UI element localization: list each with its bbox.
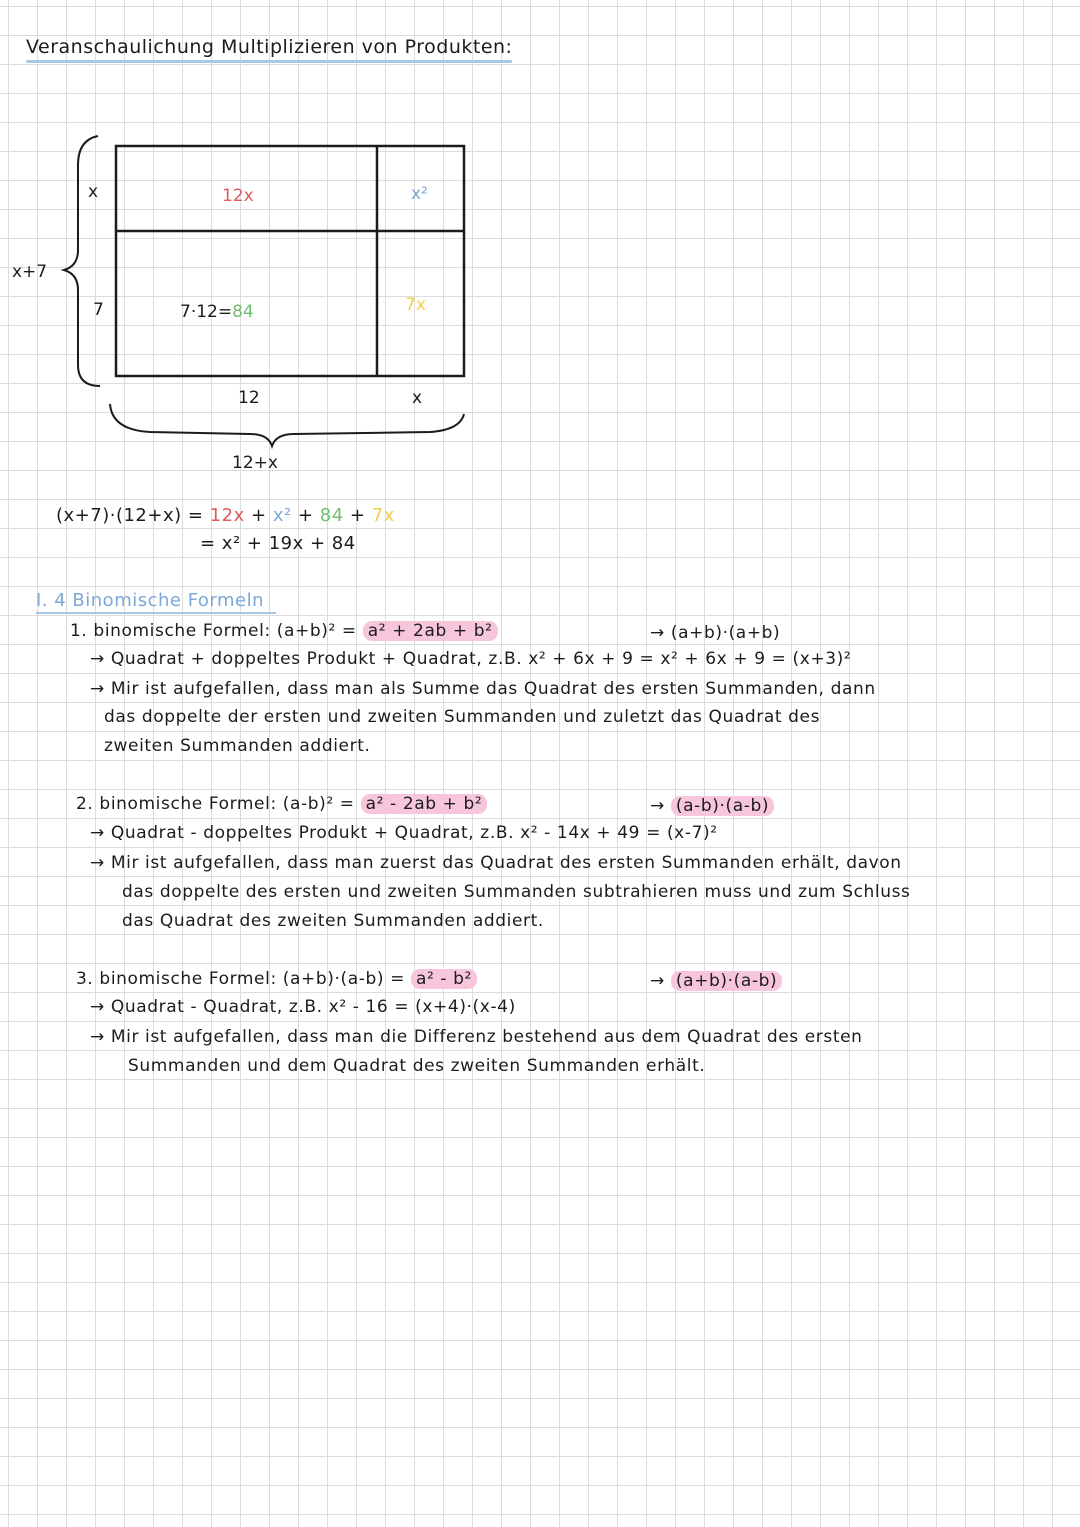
- formula3-line3: Summanden und dem Quadrat des zweiten Summanden erhält.: [128, 1056, 706, 1076]
- cell-x-squared: x²: [411, 184, 428, 204]
- equation-plus-2: +: [297, 505, 314, 526]
- formula2-product-arrow: →: [650, 796, 671, 816]
- term-7x: 7x: [371, 505, 395, 526]
- equation-line-2: = x² + 19x + 84: [200, 533, 356, 554]
- formula2-highlight: a² - 2ab + b²: [361, 794, 488, 814]
- formula1-heading: [70, 621, 498, 641]
- formula1-line1: → Quadrat + doppeltes Produkt + Quadrat, z.B. x² + 6x + 9 = x² + 6x + 9 = (x+3)²: [90, 649, 852, 669]
- formula1-highlight: a² + 2ab + b²: [363, 621, 498, 641]
- cell-84-prefix: 7·12=: [180, 302, 233, 322]
- left-label-7: 7: [93, 300, 104, 320]
- formula2-line3: das doppelte des ersten und zweiten Summanden subtrahieren muss und zum Schluss: [122, 882, 911, 902]
- bottom-brace: [110, 404, 464, 446]
- formula3-label: 3. binomische Formel: (a+b)·(a-b) =: [76, 969, 411, 989]
- section-title: I. 4 Binomische Formeln: [36, 590, 265, 611]
- left-brace-label: x+7: [12, 262, 48, 282]
- formula3-line2: → Mir ist aufgefallen, dass man die Differenz bestehend aus dem Quadrat des ersten: [90, 1027, 863, 1047]
- formula2-product: [650, 796, 774, 816]
- formula2-heading: [76, 794, 487, 814]
- left-label-x: x: [88, 182, 99, 202]
- formula3-product-arrow: →: [650, 971, 671, 991]
- bottom-label-12: 12: [238, 388, 260, 408]
- formula1-line2: → Mir ist aufgefallen, dass man als Summe das Quadrat des ersten Summanden, dann: [90, 679, 876, 699]
- bottom-label-x: x: [412, 388, 423, 408]
- formula3-highlight: a² - b²: [411, 969, 477, 989]
- formula2-line1: → Quadrat - doppeltes Produkt + Quadrat, z.B. x² - 14x + 49 = (x-7)²: [90, 823, 718, 843]
- formula2-product-highlight: (a-b)·(a-b): [671, 796, 774, 816]
- formula2-line4: das Quadrat des zweiten Summanden addiert.: [122, 911, 544, 931]
- area-model-diagram: [0, 120, 520, 490]
- term-84: 84: [319, 505, 344, 526]
- cell-12x: 12x: [222, 186, 254, 206]
- cell-84: [180, 302, 254, 322]
- formula1-label: 1. binomische Formel: (a+b)² =: [70, 621, 363, 641]
- equation-plus-1: +: [250, 505, 267, 526]
- equation-lhs: (x+7)·(12+x) =: [56, 505, 204, 526]
- cell-84-value: 84: [232, 302, 254, 322]
- formula3-product-highlight: (a+b)·(a-b): [671, 971, 782, 991]
- bottom-brace-label: 12+x: [232, 453, 278, 473]
- equation-line-1: [56, 505, 395, 526]
- cell-7x: 7x: [405, 295, 426, 315]
- formula1-product: → (a+b)·(a+b): [650, 623, 781, 643]
- formula1-line4: zweiten Summanden addiert.: [104, 736, 371, 756]
- title-underline: [26, 60, 512, 63]
- formula1-line3: das doppelte der ersten und zweiten Summanden und zuletzt das Quadrat des: [104, 707, 821, 727]
- formula3-product: [650, 971, 782, 991]
- term-x-squared: x²: [272, 505, 292, 526]
- formula3-line1: → Quadrat - Quadrat, z.B. x² - 16 = (x+4)·(x-4): [90, 997, 516, 1017]
- term-12x: 12x: [209, 505, 245, 526]
- equation-plus-3: +: [349, 505, 366, 526]
- formula3-heading: [76, 969, 477, 989]
- left-brace: [64, 136, 100, 386]
- section-underline: [36, 612, 276, 614]
- area-rectangle: [116, 146, 464, 376]
- formula2-line2: → Mir ist aufgefallen, dass man zuerst das Quadrat des ersten Summanden erhält, davon: [90, 853, 902, 873]
- page-title: Veranschaulichung Multiplizieren von Produkten:: [26, 36, 513, 58]
- formula2-label: 2. binomische Formel: (a-b)² =: [76, 794, 361, 814]
